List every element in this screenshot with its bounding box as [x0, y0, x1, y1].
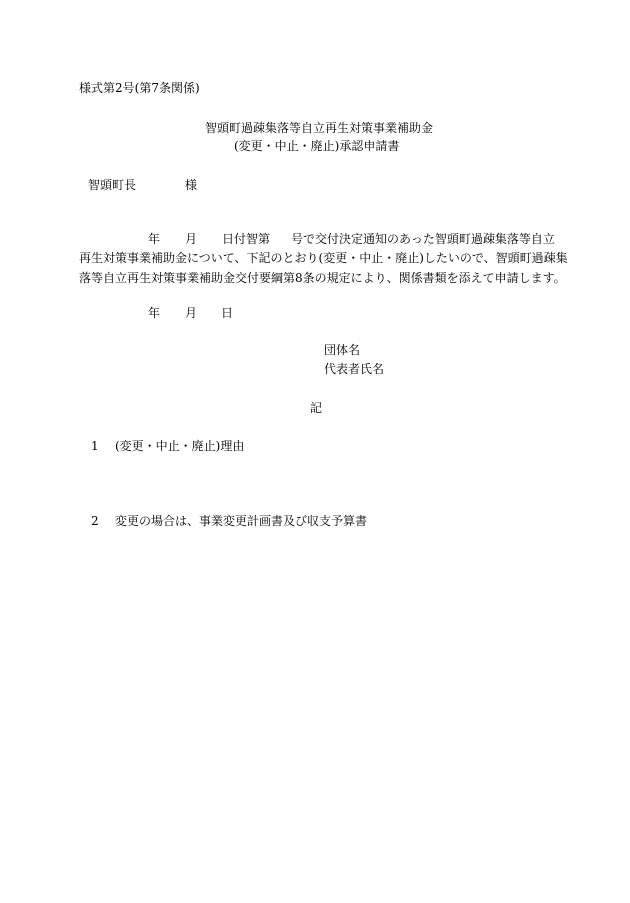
form-number: 様式第2号(第7条関係) — [79, 81, 200, 95]
addressee — [88, 178, 198, 192]
organization-name-label: 団体名 — [324, 343, 361, 357]
body-line2-text: 再生対策事業補助金について、下記のとおり(変更・中止・廃止)したいので、智頭町過疎集 — [79, 251, 568, 265]
signature-day-label: 日 — [221, 306, 234, 320]
item-number: 1 — [91, 439, 99, 453]
item-text: (変更・中止・廃止)理由 — [115, 439, 245, 453]
body-line3-text: 落等自立再生対策事業補助金交付要綱第8条の規定により、関係書類を添えて申請します。 — [79, 271, 566, 285]
representative-name-label: 代表者氏名 — [324, 362, 385, 376]
body-line1-text: 号で交付決定通知のあった智頭町過疎集落等自立 — [291, 232, 555, 246]
document-title-line1: 智頭町過疎集落等自立再生対策事業補助金 — [205, 121, 434, 135]
signature-month-label: 月 — [185, 306, 198, 320]
addressee-honorific: 様 — [185, 178, 198, 192]
addressee-name: 智頭町長 — [88, 178, 137, 192]
signature-year-label: 年 — [148, 306, 161, 320]
body-day-reference-label: 日付智第 — [222, 232, 271, 246]
body-month-label: 月 — [185, 232, 198, 246]
document-title-line2: (変更・中止・廃止)承認申請書 — [234, 139, 400, 153]
item-number: 2 — [91, 514, 99, 528]
item-text: 変更の場合は、事業変更計画書及び収支予算書 — [115, 514, 368, 528]
ki-heading: 記 — [310, 401, 323, 415]
body-year-label: 年 — [148, 232, 161, 246]
